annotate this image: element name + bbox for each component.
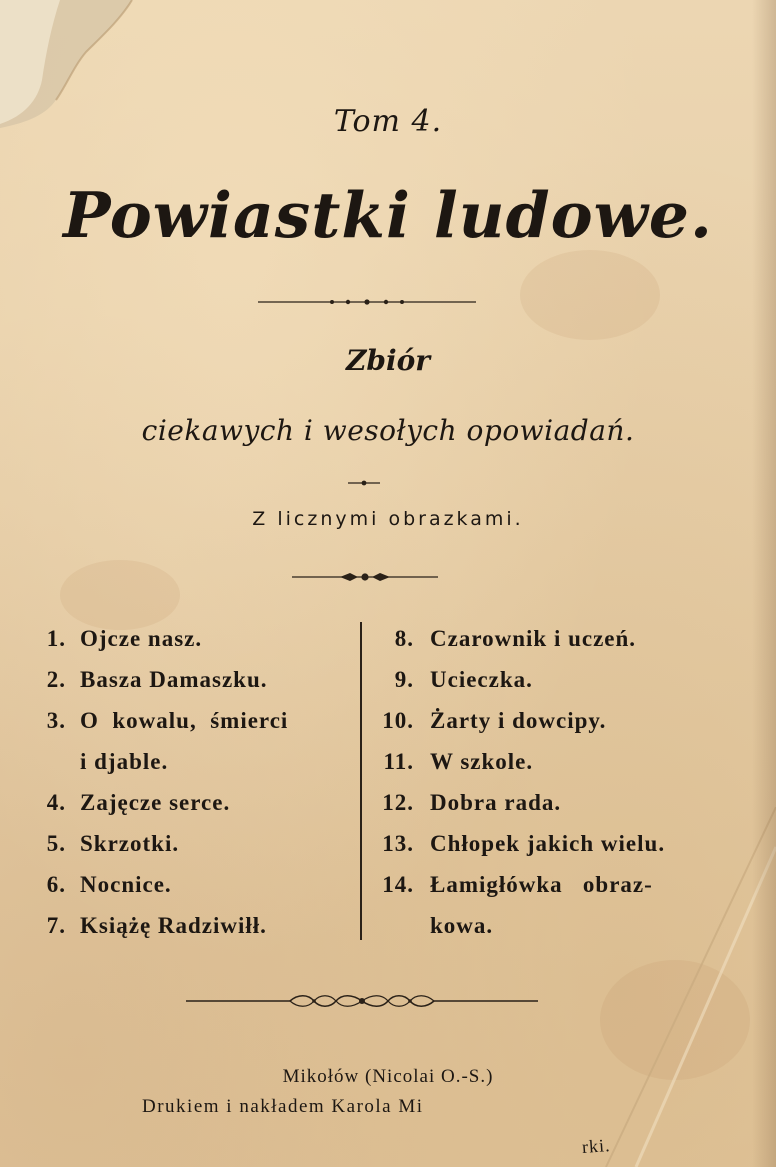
item-title: Zajęcze serce. — [80, 790, 231, 815]
item-title: Czarownik i uczeń. — [430, 626, 637, 651]
contents-item — [380, 823, 720, 864]
item-number: 4. — [46, 790, 66, 815]
item-title: Chłopek jakich wielu. — [430, 831, 666, 856]
printer-line: Drukiem i nakładem Karola Mi — [142, 1096, 424, 1117]
contents-divider-ornament — [292, 570, 438, 584]
title-rule-ornament — [258, 296, 476, 308]
item-title: i djable. — [80, 749, 169, 774]
publication-place: Mikołów (Nicolai O.-S.) — [282, 1066, 494, 1087]
item-number: 7. — [46, 913, 66, 938]
contents-item — [40, 659, 350, 700]
contents-item — [380, 782, 720, 823]
item-title: O kowalu, śmierci — [80, 708, 289, 733]
page-edge-shadow — [752, 0, 776, 1167]
item-number: 6. — [46, 872, 66, 897]
item-title: Skrzotki. — [80, 831, 180, 856]
item-title: Nocnice. — [80, 872, 172, 897]
contents-column-right — [380, 618, 720, 946]
contents-item — [380, 741, 720, 782]
item-title: Książę Radziwiłł. — [80, 913, 267, 938]
item-title: Żarty i dowcipy. — [430, 708, 607, 733]
item-number: 14. — [382, 872, 414, 897]
contents-item — [380, 700, 720, 741]
contents-item — [40, 905, 350, 946]
small-divider-ornament — [348, 478, 380, 488]
item-number: 5. — [46, 831, 66, 856]
contents-item — [380, 864, 720, 905]
contents-item — [380, 659, 720, 700]
table-of-contents — [40, 618, 740, 948]
item-number: 3. — [46, 708, 66, 733]
printer-line-fragment: rki. — [581, 1135, 612, 1157]
item-title: Basza Damaszku. — [80, 667, 268, 692]
item-number: 12. — [382, 790, 414, 815]
contents-item — [40, 700, 350, 741]
item-number: 13. — [382, 831, 414, 856]
bottom-flourish-ornament — [186, 990, 538, 1012]
contents-item — [40, 618, 350, 659]
item-title: Dobra rada. — [430, 790, 562, 815]
subtitle: ciekawych i wesołych opowiadań. — [141, 414, 635, 447]
contents-item — [40, 782, 350, 823]
item-number: 8. — [394, 626, 414, 651]
contents-column-left — [40, 618, 350, 946]
contents-item — [40, 823, 350, 864]
item-title: Łamigłówka obraz- — [430, 872, 653, 897]
item-title: kowa. — [430, 913, 494, 938]
contents-item-continuation — [40, 741, 350, 782]
contents-item — [40, 864, 350, 905]
illustrated-note: Z licznymi obrazkami. — [252, 508, 524, 530]
contents-item-continuation — [380, 905, 720, 946]
book-title: Powiastki ludowe. — [63, 178, 713, 252]
item-number: 10. — [382, 708, 414, 733]
item-title: W szkole. — [430, 749, 534, 774]
collection-label: Zbiór — [345, 344, 431, 377]
item-number: 11. — [383, 749, 414, 774]
item-title: Ojcze nasz. — [80, 626, 203, 651]
item-number: 9. — [394, 667, 414, 692]
paper-stain — [520, 250, 660, 340]
item-title: Ucieczka. — [430, 667, 533, 692]
item-number: 2. — [46, 667, 66, 692]
item-number: 1. — [46, 626, 66, 651]
column-divider — [360, 622, 362, 940]
volume-number: Tom 4. — [333, 104, 443, 139]
contents-item — [380, 618, 720, 659]
